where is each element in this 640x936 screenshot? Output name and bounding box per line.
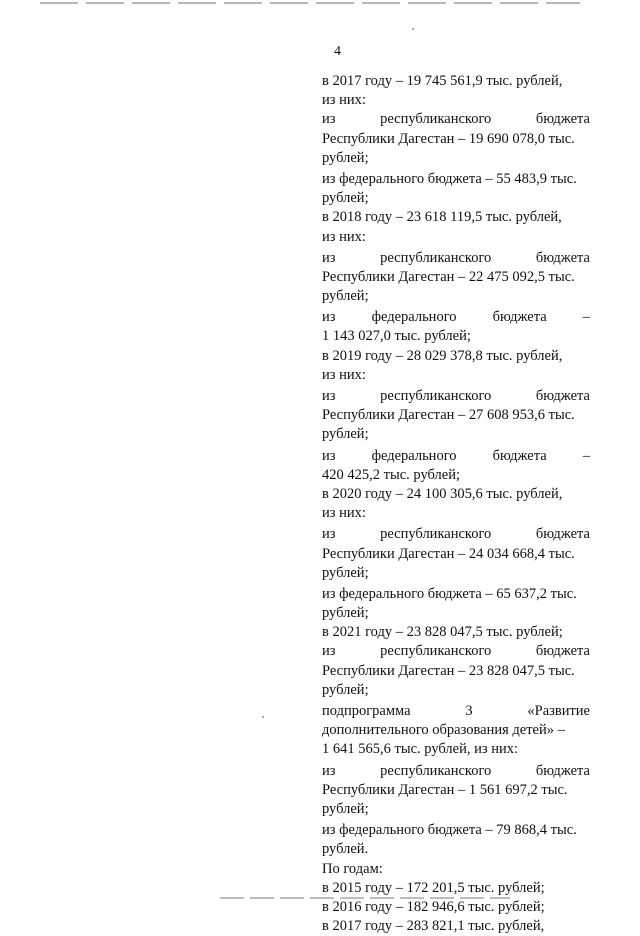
text-line: рублей; [322, 800, 369, 817]
document-body [322, 72, 590, 936]
text-line: 420 425,2 тыс. рублей; [322, 466, 460, 483]
text-line: Республики Дагестан – 19 690 078,0 тыс. [322, 130, 575, 147]
text-line: подпрограмма 3 «Развитие [322, 703, 590, 719]
text-line: из них: [322, 505, 366, 522]
text-line: из республиканского бюджета [322, 249, 590, 266]
text-line: в 2019 году – 28 029 378,8 тыс. рублей, [322, 347, 563, 364]
text-line: рублей; [322, 288, 369, 305]
text-line: в 2020 году – 24 100 305,6 тыс. рублей, [322, 485, 563, 502]
text-line: рублей; [322, 605, 369, 622]
page-number: 4 [334, 44, 341, 59]
text-line: рублей; [322, 426, 369, 443]
text-line: 1 143 027,0 тыс. рублей; [322, 328, 471, 345]
text-line: По годам: [322, 860, 383, 877]
text-line: рублей; [322, 681, 369, 698]
text-line: рублей; [322, 149, 369, 166]
text-line: дополнительного образования детей» – [322, 722, 565, 739]
text-line: Республики Дагестан – 22 475 092,5 тыс. [322, 268, 575, 285]
scan-bottom-edge [220, 897, 510, 899]
text-line: из федерального бюджета – 79 868,4 тыс. [322, 822, 577, 839]
text-line: в 2015 году – 172 201,5 тыс. рублей; [322, 879, 545, 896]
text-line: из республиканского бюджета [322, 388, 590, 404]
scan-speck [262, 716, 264, 718]
scan-top-edge [40, 2, 580, 4]
text-line: в 2021 году – 23 828 047,5 тыс. рублей; [322, 624, 563, 641]
scan-speck [412, 28, 414, 30]
text-line: из республиканского бюджета [322, 762, 590, 779]
text-line: из федерального бюджета – [322, 447, 590, 464]
text-line: в 2017 году – 19 745 561,9 тыс. рублей, [322, 73, 563, 89]
text-line: рублей; [322, 190, 369, 207]
text-line: в 2017 году – 283 821,1 тыс. рублей, [322, 918, 545, 935]
text-line: 1 641 565,6 тыс. рублей, из них: [322, 741, 518, 758]
text-line: в 2016 году – 182 946,6 тыс. рублей; [322, 898, 545, 915]
text-line: Республики Дагестан – 23 828 047,5 тыс. [322, 662, 575, 679]
text-line: из республиканского бюджета [322, 526, 590, 543]
text-line: рублей; [322, 564, 369, 581]
text-line: Республики Дагестан – 27 608 953,6 тыс. [322, 407, 575, 424]
text-line: из них: [322, 228, 366, 245]
text-line: из республиканского бюджета [322, 111, 590, 128]
text-line: из федерального бюджета – 55 483,9 тыс. [322, 170, 577, 187]
text-line: Республики Дагестан – 1 561 697,2 тыс. [322, 781, 568, 798]
text-line: рублей. [322, 841, 369, 858]
text-line: Республики Дагестан – 24 034 668,4 тыс. [322, 545, 575, 562]
text-line: из республиканского бюджета [322, 643, 590, 660]
text-line: из федерального бюджета – 65 637,2 тыс. [322, 585, 577, 602]
text-line: из них: [322, 366, 366, 383]
text-line: в 2018 году – 23 618 119,5 тыс. рублей, [322, 209, 562, 226]
text-line: из них: [322, 92, 366, 109]
text-line: из федерального бюджета – [322, 309, 590, 326]
